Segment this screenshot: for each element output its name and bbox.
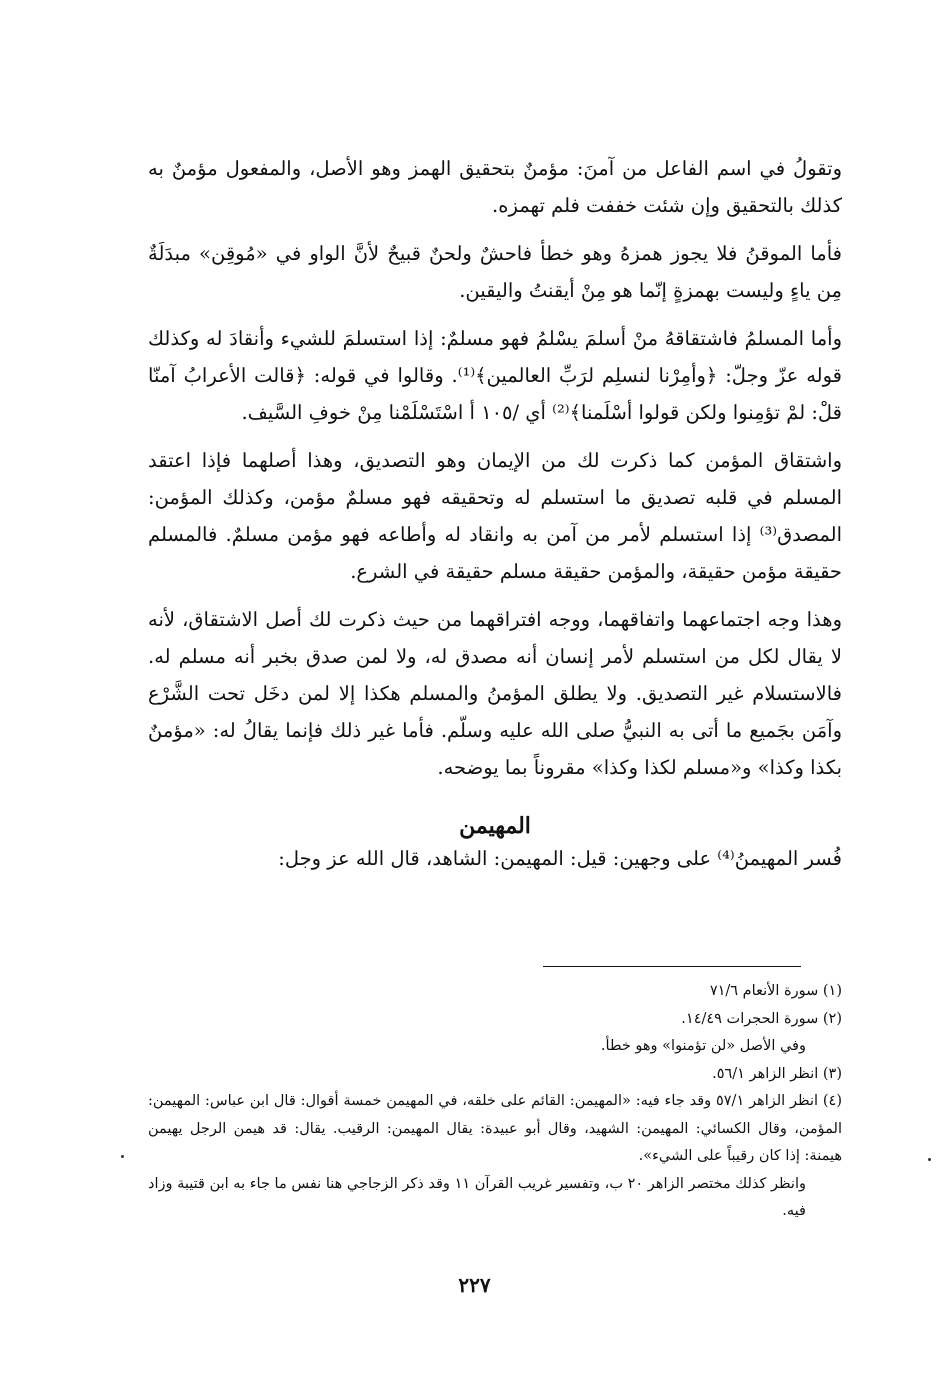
paragraph-4: واشتقاق المؤمن كما ذكرت لك من الإيمان وهو التصديق، وهذا أصلهما فإذا اعتقد المسلم في قلبه تصديق ما استسلم له وتحقيقه فهو مسلمٌ مؤمن، وكذلك المؤمن: المصدق⁽³⁾ إذا استسلم لأمر من آمن به وانقاد له وأطاعه فهو مؤمن مسلمٌ. فالمسلم حقيقة مؤمن حقيقة، والمؤمن حقيقة مسلم حقيقة في الشرع.	[148, 449, 842, 583]
footnote-1: (١) سورة الأنعام ٧١/٦	[709, 983, 842, 999]
page-number: ٢٢٧	[458, 1273, 491, 1297]
footnote-4: (٤) انظر الزاهر ٥٧/١ وقد جاء فيه: «المهيمن: القائم على خلقه، في المهيمن خمسة أقوال: قال ابن عباس: المهيمن: المؤمن، وقال الكسائي: المهيمن: الشهيد، وقال أبو عبيدة: يقال المهيمن: الرقيب. يقال: قد هيمن الرجل يهيمن هيمنة: إذا كان رقيباً على الشيء».	[148, 1093, 842, 1164]
footnotes	[148, 978, 842, 1226]
main-text	[148, 150, 842, 876]
footnote-divider	[543, 966, 801, 967]
footnote-3: (٣) انظر الزاهر ٥٦/١.	[712, 1065, 842, 1082]
footnote-2-remark: وفي الأصل «لن تؤمنوا» وهو خطأ.	[600, 1038, 806, 1054]
paragraph-3: وأما المسلمُ فاشتقاقهُ منْ أسلمَ يسْلمُ فهو مسلمٌ: إذا استسلمَ للشيء وأنقادَ له وكذلك قوله عزّ وجلّ: ﴿وأمِرْنا لنسلِم لرَبِّ العالمين﴾⁽¹⁾. وقالوا في قوله: ﴿قالت الأعرابُ آمنّا قلْ: لمْ تؤمِنوا ولكن قولوا أسْلَمنا﴾⁽²⁾ أي /١٠٥ أ اسْتَسْلَمْنا مِنْ خوفِ السَّيف.	[148, 327, 842, 424]
paragraph-5: وهذا وجه اجتماعهما واتفاقهما، ووجه افتراقهما من حيث ذكرت لك أصل الاشتقاق، لأنه لا يقال لكل من استسلم لأمر إنسان أنه مصدق له، ولا لمن صدق بخبر أنه مسلم له. فالاستسلام غير التصديق. ولا يطلق المؤمنُ والمسلم هكذا إلا لمن دخَل تحت الشَّرْع وآمَن بجَميع ما أتى به النبيُّ صلى الله عليه وسلّم. فأما غير ذلك فإنما يقالُ له: «مؤمنٌ بكذا وكذا» و«مسلم لكذا وكذا» مقروناً بما يوضحه.	[148, 608, 842, 779]
section-intro: فُسر المهيمنُ⁽⁴⁾ على وجهين: قيل: المهيمن: الشاهد، قال الله عز وجل:	[278, 847, 842, 870]
footnote-4-continued: وانظر كذلك مختصر الزاهر ٢٠ ب، وتفسير غريب القرآن ١١ وقد ذكر الزجاجي هنا نفس ما جاء به ابن قتيبة وزاد فيه.	[148, 1175, 806, 1219]
scan-speck	[928, 1158, 931, 1161]
footnote-2: (٢) سورة الحجرات ١٤/٤٩.	[681, 1010, 842, 1027]
paragraph-2: فأما الموقنُ فلا يجوز همزهُ وهو خطأ فاحشٌ ولحنٌ قبيحٌ لأنَّ الواو في «مُوقِن» مبدَلَةٌ مِن ياءٍ وليست بهمزةٍ إنّما هو مِنْ أيقنتُ واليقين.	[148, 242, 842, 302]
section-heading: المهيمن	[459, 813, 531, 839]
paragraph-1: وتقولُ في اسم الفاعل من آمنَ: مؤمنٌ بتحقيق الهمز وهو الأصل، والمفعول مؤمنٌ به كذلك بالتحقيق وإن شئت خففت فلم تهمزه.	[148, 157, 842, 217]
scan-speck	[121, 1155, 124, 1158]
